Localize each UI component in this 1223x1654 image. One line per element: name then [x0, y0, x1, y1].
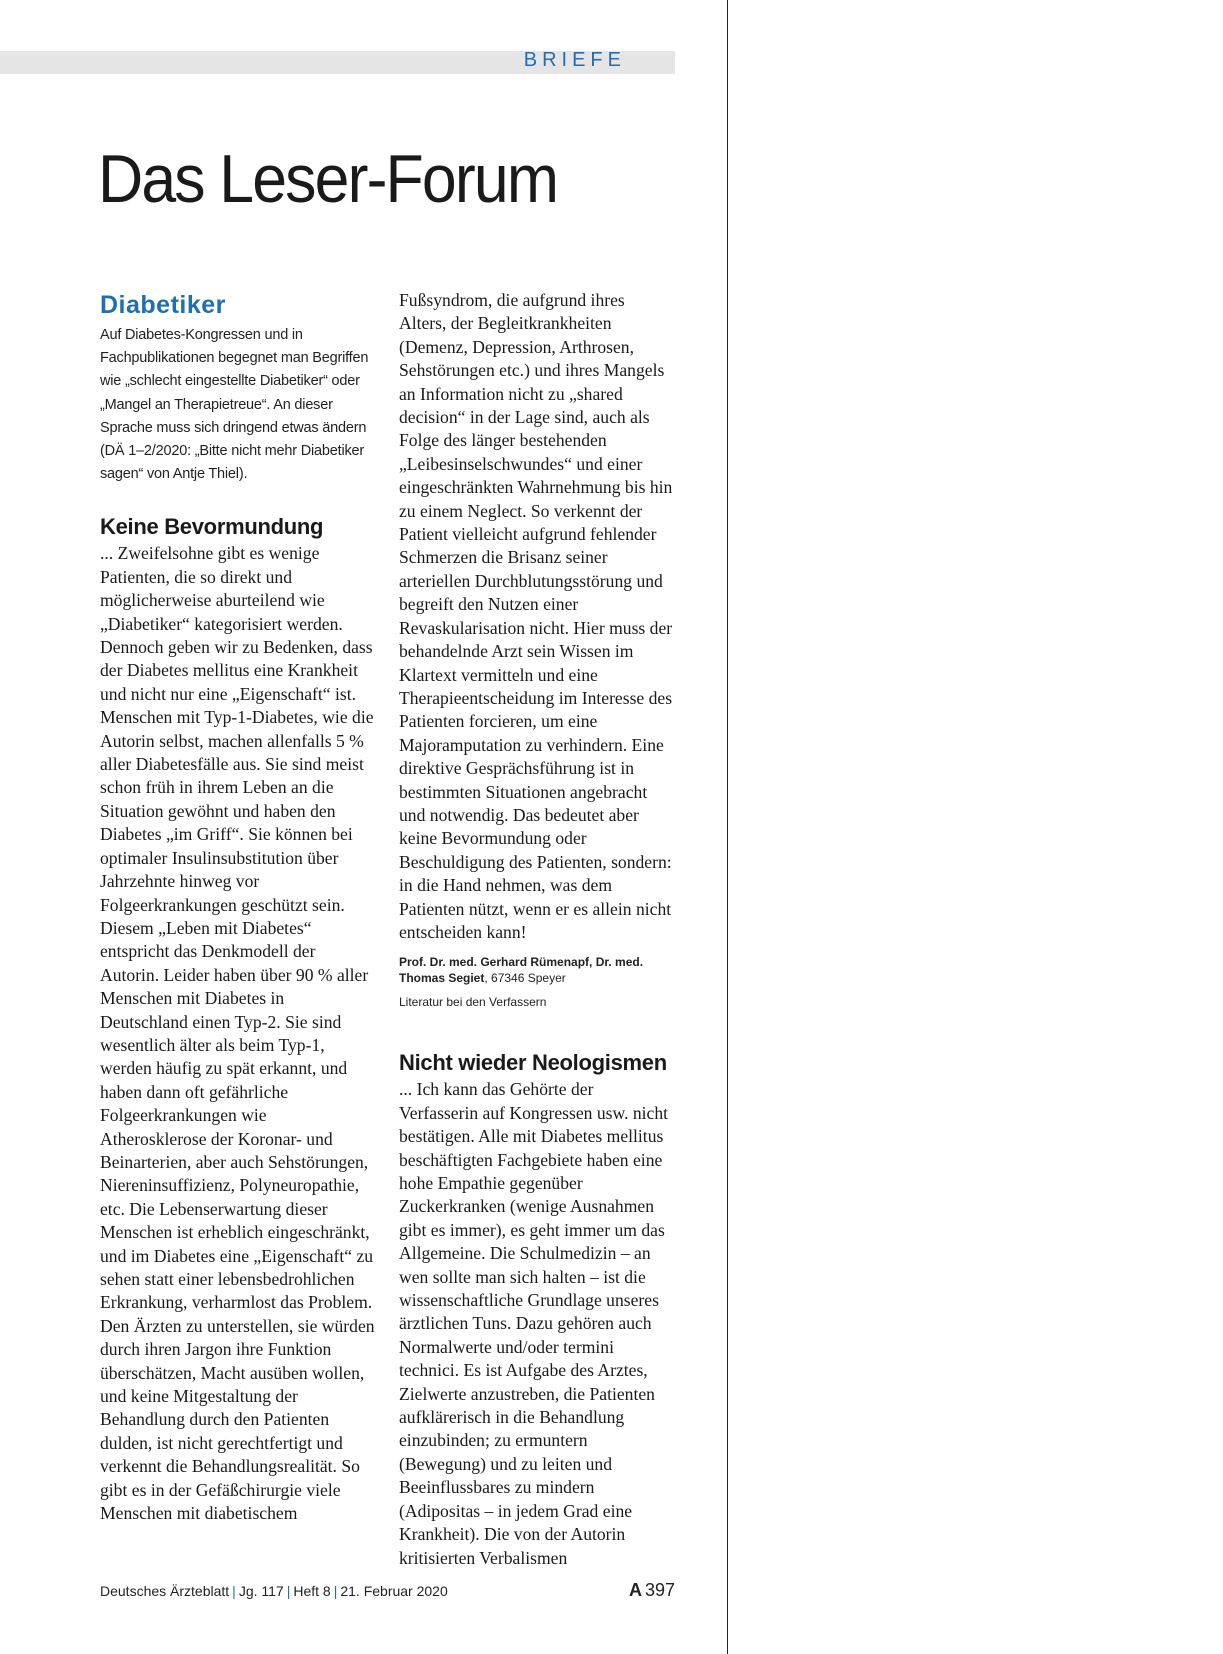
- letter-title-keine-bevormundung: Keine Bevormundung: [100, 514, 324, 540]
- page-number: [629, 1580, 675, 1601]
- page-number-value: 397: [644, 1580, 675, 1600]
- page-edge-rule: [727, 0, 728, 1654]
- footer-journal: Deutsches Ärzteblatt: [100, 1583, 230, 1599]
- topic-intro: Auf Diabetes-Kongressen und in Fachpublikationen begegnet man Begriffen wie „schlecht eingestellte Diabetiker“ oder „Mangel an Therapietreue“. An dieser Sprache muss sich dringend etwas ändern (DÄ 1–2/2020: „Bitte nicht mehr Diabetiker sagen“ von Antje Thiel).: [100, 327, 369, 483]
- column-right: [399, 289, 674, 1570]
- literature-note: Literatur bei den Verfassern: [399, 995, 547, 1010]
- footer-volume: Jg. 117: [238, 1583, 284, 1599]
- footer-separator: |: [333, 1583, 338, 1599]
- page-footer: [100, 1580, 675, 1605]
- letter-author: [399, 954, 674, 986]
- author-place: , 67346 Speyer: [484, 971, 566, 986]
- column-left: [100, 289, 375, 1525]
- topic-title: Diabetiker: [100, 291, 226, 319]
- letter-body-part1: ... Zweifelsohne gibt es wenige Patienten, die so direkt und möglicherweise aburteilend wie „Diabetiker“ kategorisiert werden. Dennoch geben wir zu Bedenken, dass der Diabetes mellitus eine Krankheit und nicht nur eine „Eigenschaft“ ist. Menschen mit Typ-1-Diabetes, wie die Autorin selbst, machen allenfalls 5 % aller Diabetesfälle aus. Sie sind meist schon früh in ihrem Leben an die Situation gewöhnt und haben den Diabetes „im Griff“. Sie können bei optimaler Insulinsubstitution über Jahrzehnte hinweg vor Folgeerkrankungen geschützt sein. Diesem „Leben mit Diabetes“ entspricht das Denkmodell der Autorin. Leider haben über 90 % aller Menschen mit Diabetes in Deutschland einen Typ-2. Sie sind wesentlich älter als beim Typ-1, werden häufig zu spät erkannt, und haben dann oft gefährliche Folgeerkrankungen wie Atherosklerose der Koronar- und Beinarterien, aber auch Sehstörungen, Niereninsuffizienz, Polyneuropathie, etc. Die Lebenserwartung dieser Menschen ist erheblich eingeschränkt, und im Diabetes eine „Eigenschaft“ zu sehen statt einer lebensbedrohlichen Erkrankung, verharmlost das Problem. Den Ärzten zu unterstellen, sie würden durch ihren Jargon ihre Funktion überschätzen, Macht ausüben wollen, und keine Mitgestaltung der Behandlung durch den Patienten dulden, ist nicht gerechtfertigt und verkennt die Behandlungsrealität. So gibt es in der Gefäßchirurgie viele Menschen mit diabetischem: [100, 543, 375, 1524]
- page-title: Das Leser-Forum: [98, 141, 558, 217]
- footer-separator: |: [232, 1583, 236, 1599]
- section-label: BRIEFE: [523, 49, 626, 71]
- letter-body-neologismen: ... Ich kann das Gehörte der Verfasserin auf Kongressen usw. nicht bestätigen. Alle mit Diabetes mellitus beschäftigten Fachgebiete haben eine hohe Empathie gegenüber Zuckerkranken (wenige Ausnahmen gibt es immer), es geht immer um das Allgemeine. Die Schulmedizin – an wen sollte man sich halten – ist die wissenschaftliche Grundlage unseres ärztlichen Tuns. Dazu gehören auch Normalwerte und/oder termini technici. Es ist Aufgabe des Arztes, Zielwerte anzustreben, die Patienten aufklärerisch in die Behandlung einzubinden; zu ermuntern (Bewegung) und zu leiten und Beeinflussbares zu mindern (Adipositas – in jedem Grad eine Krankheit). Die von der Autorin kritisierten Verbalismen: [399, 1079, 669, 1568]
- letter-title-nicht-wieder-neologismen: Nicht wieder Neologismen: [399, 1050, 667, 1076]
- footer-date: 21. Februar 2020: [340, 1583, 448, 1599]
- page-prefix: A: [628, 1580, 642, 1600]
- footer-separator: |: [286, 1583, 291, 1599]
- author-names: Prof. Dr. med. Gerhard Rümenapf, Dr. med. Thomas Segiet: [399, 955, 644, 986]
- footer-issue: Heft 8: [293, 1583, 331, 1599]
- letter-body-part2: Fußsyndrom, die aufgrund ihres Alters, der Begleitkrankheiten (Demenz, Depression, Arthrosen, Sehstörungen etc.) und ihres Mangels an Information nicht zu „shared decision“ in der Lage sind, auch als Folge des länger bestehenden „Leibesinselschwundes“ und einer eingeschränkten Wahrnehmung bis hin zu einem Neglect. So verkennt der Patient vielleicht aufgrund fehlender Schmerzen die Brisanz seiner arteriellen Durchblutungsstörung und begreift den Nutzen einer Revaskularisation nicht. Hier muss der behandelnde Arzt sein Wissen im Klartext vermitteln und eine Therapieentscheidung im Interesse des Patienten forcieren, um eine Majoramputation zu verhindern. Eine direktive Gesprächsführung ist in bestimmten Situationen angebracht und notwendig. Das bedeutet aber keine Bevormundung oder Beschuldigung des Patienten, sondern: in die Hand nehmen, was dem Patienten nützt, wenn er es allein nicht entscheiden kann!: [399, 290, 673, 942]
